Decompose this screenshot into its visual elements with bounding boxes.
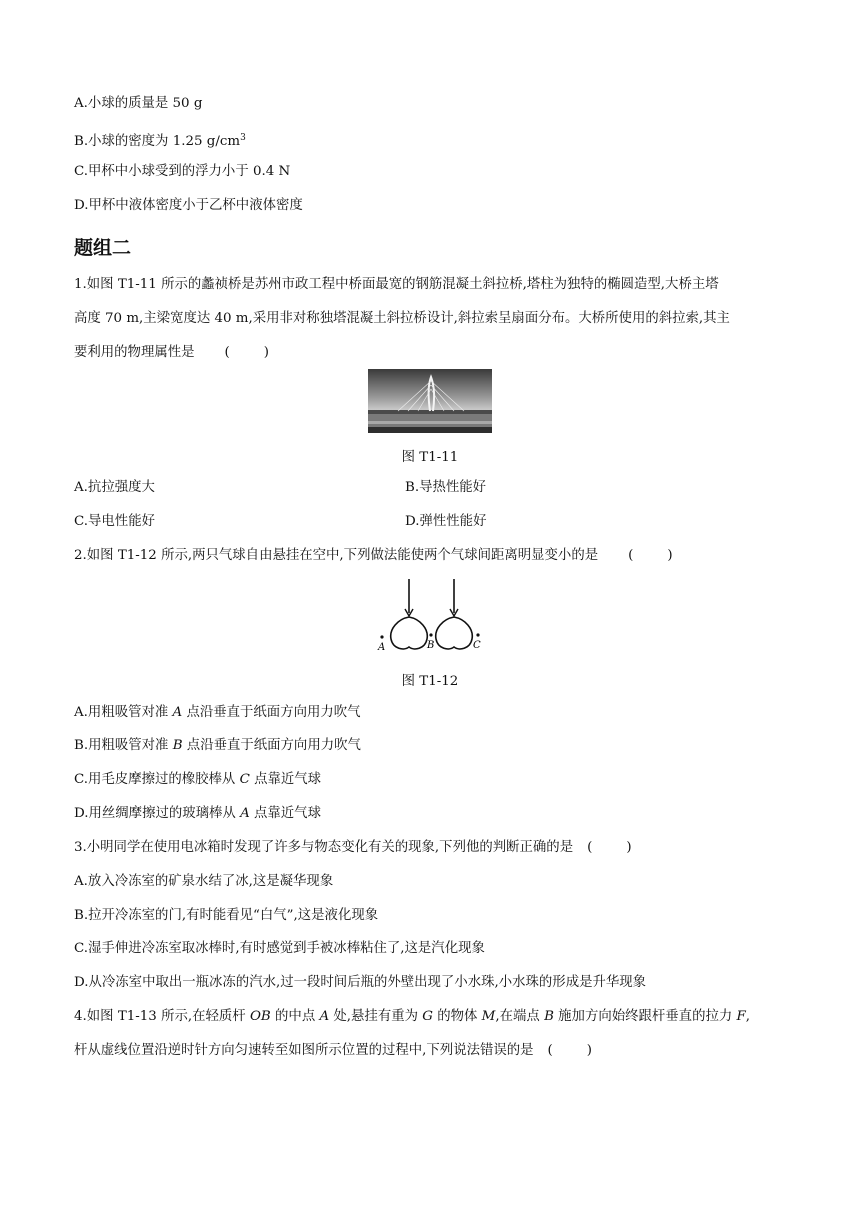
q3-stem: 3.小明同学在使用电冰箱时发现了许多与物态变化有关的现象,下列他的判断正确的是 [74, 840, 574, 855]
answer-bracket-open: ( [224, 345, 230, 360]
q2-option-d [74, 805, 321, 823]
q4-var-f: F [736, 1009, 746, 1024]
q2-option-a-pre: A.用粗吸管对准 [74, 705, 173, 720]
answer-bracket-close: ) [263, 345, 269, 360]
q4-line2 [74, 1042, 592, 1060]
answer-bracket-close: ) [626, 840, 632, 855]
balloons-diagram [372, 577, 488, 655]
q1-option-a: A.抗拉强度大 [74, 480, 155, 495]
q4-text: ,在端点 [495, 1009, 545, 1024]
q4-var-a: A [319, 1009, 330, 1024]
q4-text: 4.如图 T1-13 所示,在轻质杆 [74, 1009, 250, 1024]
q2-option-a-var: A [172, 705, 183, 720]
answer-bracket-open: ( [628, 548, 634, 563]
q2-line1 [74, 547, 673, 565]
q2-option-b-var: B [172, 738, 183, 753]
q2-stem: 2.如图 T1-12 所示,两只气球自由悬挂在空中,下列做法能使两个气球间距离明显变小的是 [74, 548, 599, 563]
section-title: 题组二 [74, 237, 132, 259]
answer-bracket-open: ( [547, 1043, 553, 1058]
q4-text: , [745, 1009, 751, 1024]
q1-line3 [74, 344, 269, 362]
q4-var-b: B [544, 1009, 554, 1024]
option-b-prev [74, 129, 246, 151]
q4-stem-end: 杆从虚线位置沿逆时针方向匀速转至如图所示位置的过程中,下列说法错误的是 [74, 1043, 534, 1058]
figure-caption-t1-12: 图 T1-12 [401, 674, 459, 689]
q4-var-g: G [422, 1009, 433, 1024]
option-c-prev: C.甲杯中小球受到的浮力小于 0.4 N [74, 164, 291, 179]
q2-option-a-post: 点沿垂直于纸面方向用力吹气 [182, 705, 361, 720]
q2-option-d-pre: D.用丝绸摩擦过的玻璃棒从 [74, 806, 241, 821]
q3-option-b: B.拉开冷冻室的门,有时能看见“白气”,这是液化现象 [74, 908, 379, 923]
answer-bracket-close: ) [667, 548, 673, 563]
q1-option-c: C.导电性能好 [74, 514, 155, 529]
figure-caption-t1-11: 图 T1-11 [401, 450, 459, 465]
q4-text: 的中点 [270, 1009, 320, 1024]
q1-option-d: D.弹性性能好 [405, 514, 487, 529]
q2-option-b-post: 点沿垂直于纸面方向用力吹气 [182, 738, 361, 753]
superscript: 3 [240, 133, 246, 143]
point-label-b: B [427, 640, 435, 651]
q2-option-a [74, 704, 361, 722]
answer-bracket-close: ) [586, 1043, 593, 1058]
q1-line1: 1.如图 T1-11 所示的蠡祯桥是苏州市政工程中桥面最宽的钢筋混凝土斜拉桥,塔柱为独特的椭圆造型,大桥主塔 [74, 277, 719, 292]
q2-option-b [74, 737, 361, 755]
option-a-prev: A.小球的质量是 50 g [74, 96, 203, 111]
q1-option-b: B.导热性能好 [405, 480, 487, 495]
q3-option-a: A.放入冷冻室的矿泉水结了冰,这是凝华现象 [74, 874, 334, 889]
q2-option-c [74, 771, 321, 789]
bridge-photo [368, 369, 492, 433]
q3-line1 [74, 839, 632, 857]
q4-text: 的物体 [432, 1009, 482, 1024]
q4-var-ob: OB [249, 1009, 271, 1024]
q1-stem-end: 要利用的物理属性是 [74, 345, 195, 360]
q2-option-c-post: 点靠近气球 [249, 772, 322, 787]
q2-option-d-var: A [240, 806, 250, 821]
q2-option-b-pre: B.用粗吸管对准 [74, 738, 173, 753]
q1-line2: 高度 70 m,主梁宽度达 40 m,采用非对称独塔混凝土斜拉桥设计,斜拉索呈扇面分布。大桥所使用的斜拉索,其主 [74, 311, 730, 326]
q3-option-d: D.从冷冻室中取出一瓶冰冻的汽水,过一段时间后瓶的外壁出现了小水珠,小水珠的形成是升华现象 [74, 975, 647, 990]
q2-option-c-var: C [239, 772, 250, 787]
q2-option-d-post: 点靠近气球 [249, 806, 321, 821]
option-d-prev: D.甲杯中液体密度小于乙杯中液体密度 [74, 198, 303, 213]
point-label-a: A [378, 642, 386, 653]
q3-option-c: C.湿手伸进冷冻室取冰棒时,有时感觉到手被冰棒粘住了,这是汽化现象 [74, 941, 485, 956]
answer-bracket-open: ( [587, 840, 593, 855]
point-label-c: C [473, 640, 481, 651]
q4-text: 施加方向始终跟杆垂直的拉力 [553, 1009, 737, 1024]
q2-option-c-pre: C.用毛皮摩擦过的橡胶棒从 [74, 772, 240, 787]
q4-text: 处,悬挂有重为 [329, 1009, 423, 1024]
option-b-text: B.小球的密度为 1.25 g/cm [74, 134, 241, 149]
q4-var-m: M [481, 1009, 496, 1024]
q4-line1 [74, 1008, 750, 1026]
